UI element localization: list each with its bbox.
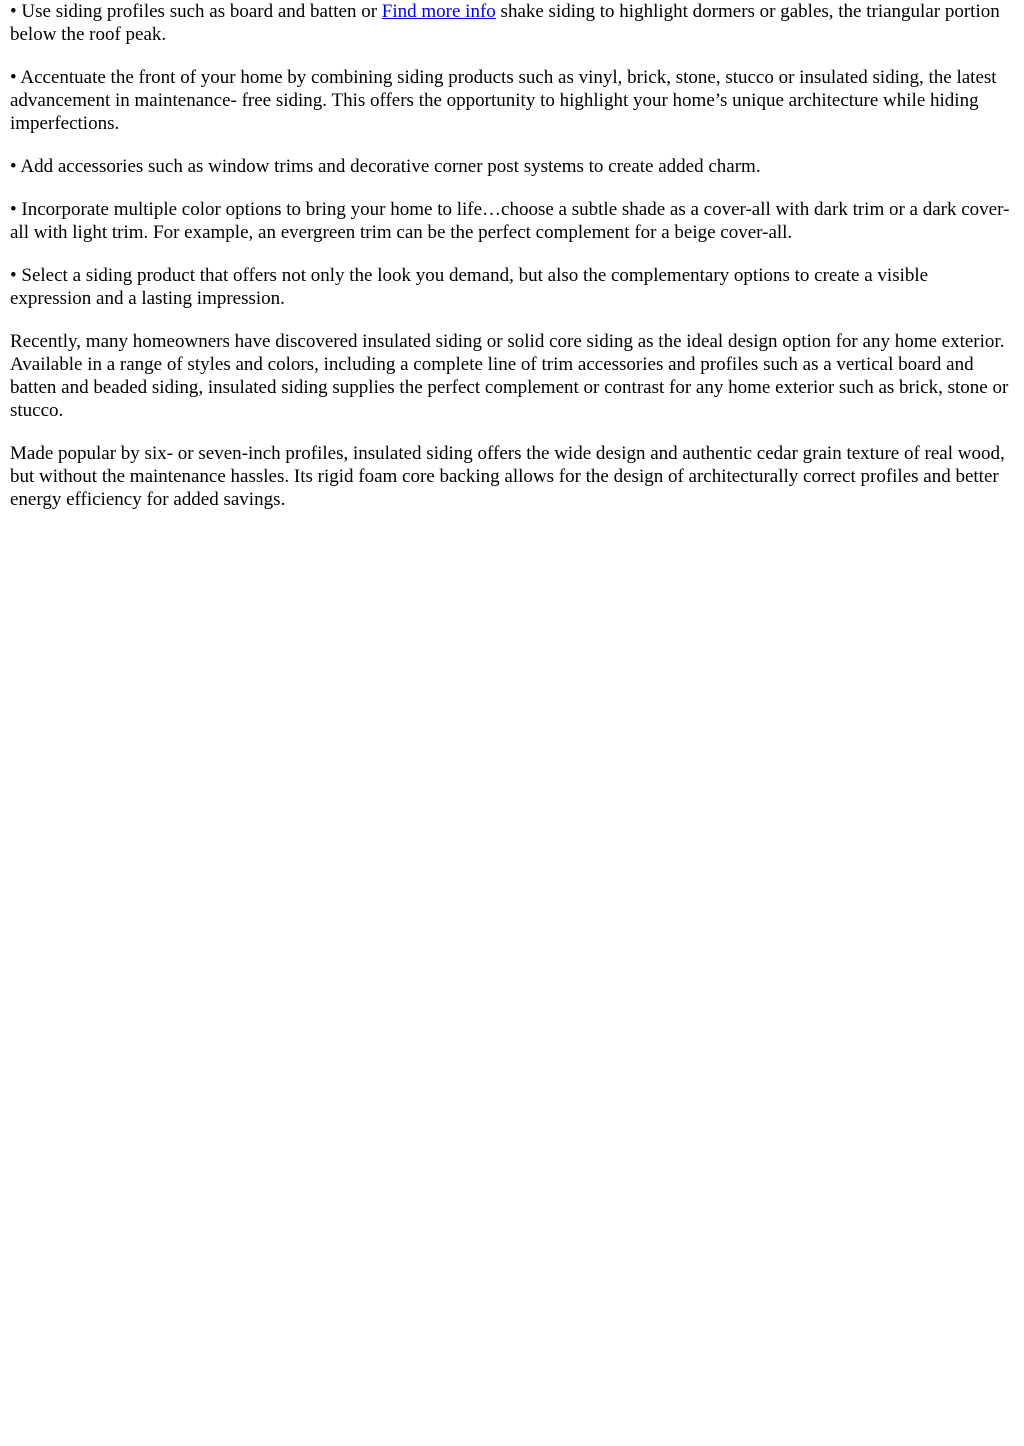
find-more-info-link[interactable]: Find more info [381, 1, 496, 22]
paragraph-profiles: Made popular by six- or seven-inch profiles, insulated siding offers the wide design and authentic cedar grain texture of real wood, but without the maintenance hassles. Its rigid foam core backing allows for the design of architecturally correct profiles and better energy efficiency for added savings. [10, 443, 1005, 510]
paragraph-text: shake siding to highlight dormers or gables, the triangular portion below the roof peak. [10, 1, 1000, 45]
paragraph-insulated-siding: Recently, many homeowners have discovered insulated siding or solid core siding as the ideal design option for any home exterior. Available in a range of styles and colors, including a complete line of trim accessories and profiles such as a vertical board and batten and beaded siding, insulated siding supplies the perfect complement or contrast for any home exterior such as brick, stone or stucco. [10, 331, 1009, 421]
bullet-accentuate-front: • Accentuate the front of your home by combining siding products such as vinyl, brick, stone, stucco or insulated siding, the latest advancement in maintenance- free siding. This offers the opportunity to highlight your home’s unique architecture while hiding imperfections. [10, 67, 997, 134]
bullet-add-accessories: • Add accessories such as window trims and decorative corner post systems to create added charm. [10, 156, 761, 177]
paragraph-text: • Use siding profiles such as board and batten or [10, 1, 382, 22]
bullet-color-options: • Incorporate multiple color options to bring your home to life…choose a subtle shade as a cover-all with dark trim or a dark cover-all with light trim. For example, an evergreen trim can be the perfect complement for a beige cover-all. [10, 199, 1010, 243]
article-body [10, 0, 1014, 511]
bullet-siding-profiles [10, 0, 1014, 46]
bullet-select-siding: • Select a siding product that offers not only the look you demand, but also the complementary options to create a visible expression and a lasting impression. [10, 265, 929, 309]
